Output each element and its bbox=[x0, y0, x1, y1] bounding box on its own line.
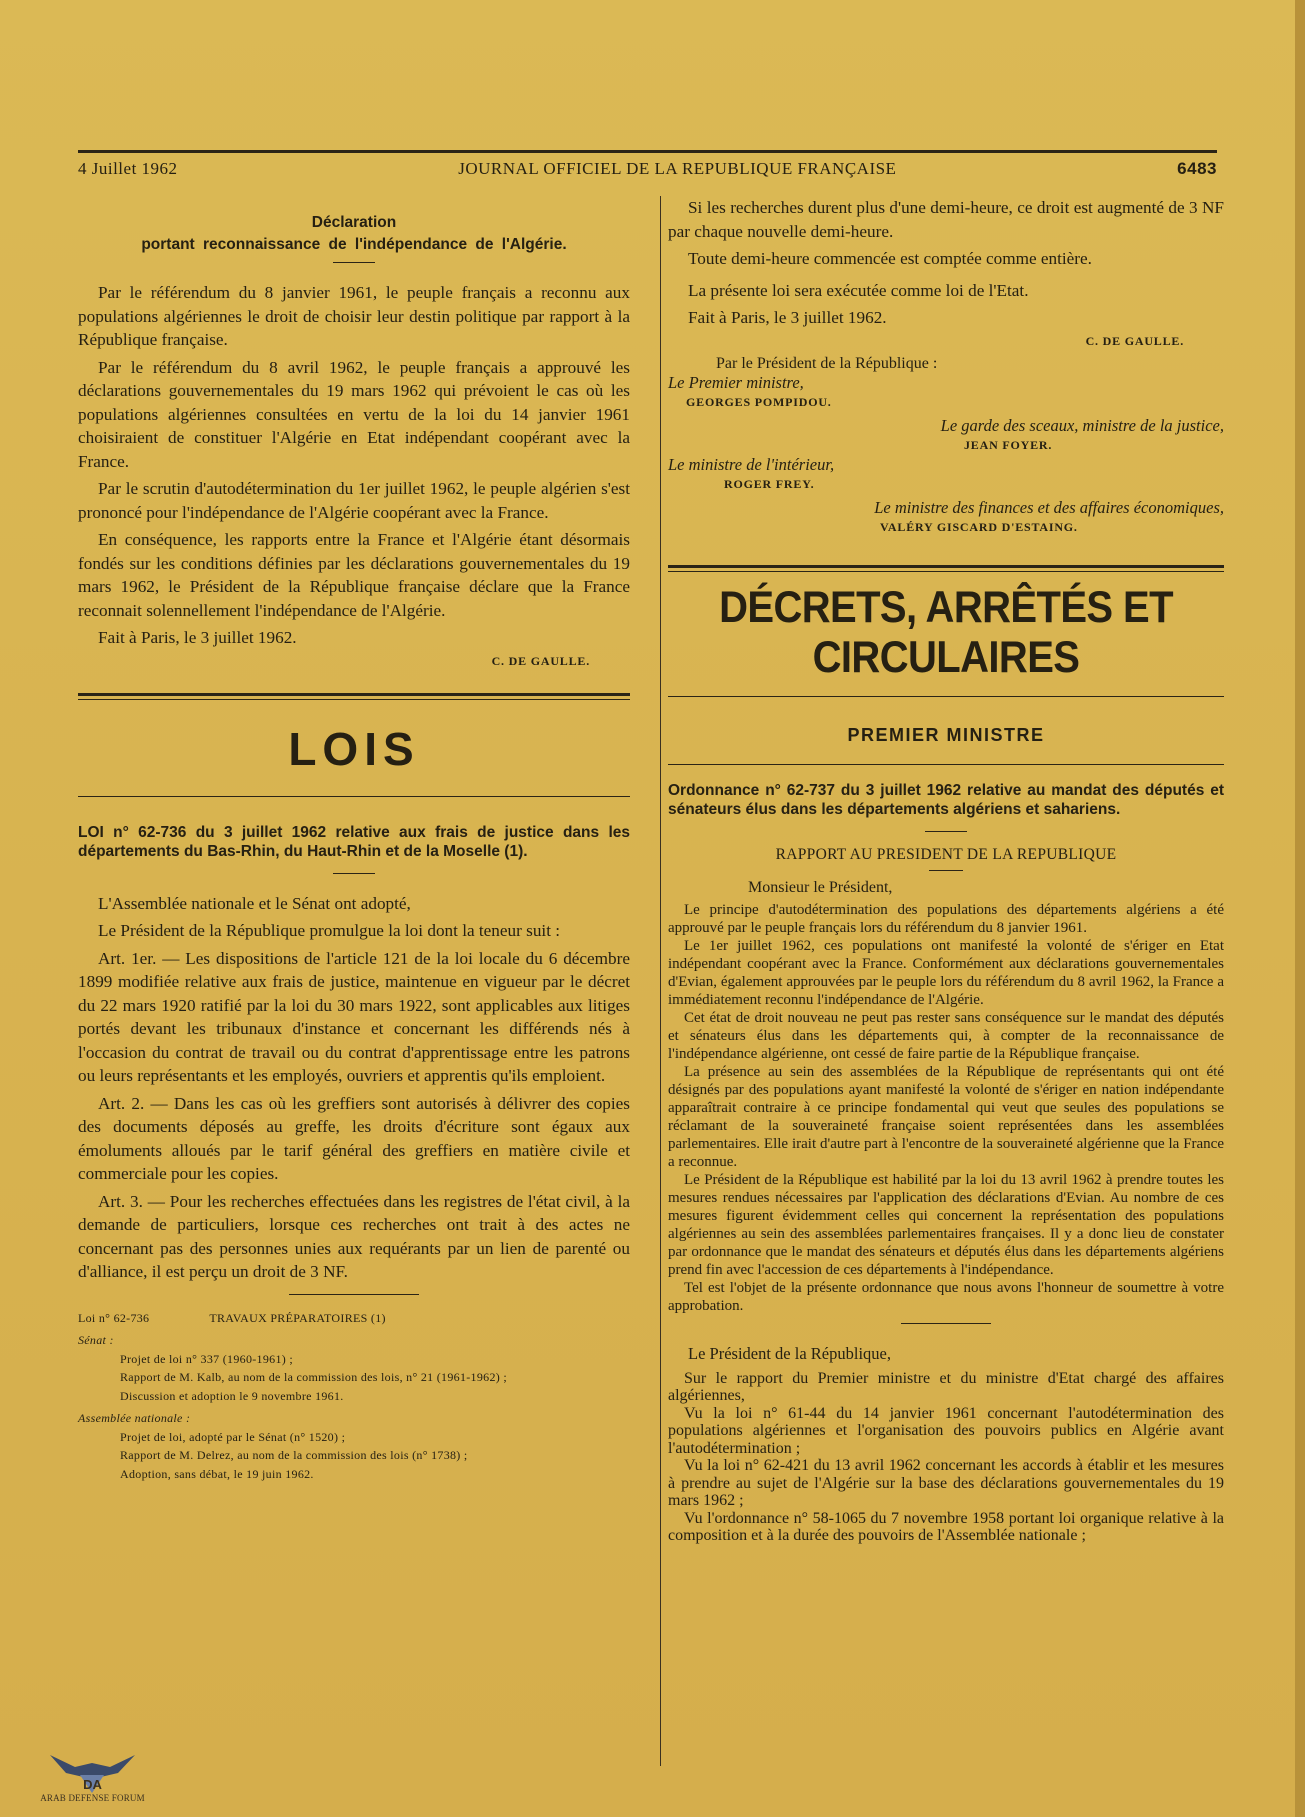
separator bbox=[333, 873, 375, 874]
article-2: Art. 2. — Dans les cas où les greffiers sont autorisés à délivrer des copies des documents déposés au greffe, les droits d'écriture sont égaux aux émoluments alloués par le tarif général des greffiers en matière civile et commerciale pour les copies. bbox=[78, 1093, 630, 1183]
column-divider bbox=[660, 196, 661, 1766]
loi-body bbox=[78, 892, 630, 1284]
visa: Vu la loi n° 61-44 du 14 janvier 1961 concernant l'autodétermination des populations algériennes et l'organisation des pouvoirs publics en Algérie avant l'autodétermination ; bbox=[668, 1404, 1224, 1457]
rapport-heading: RAPPORT AU PRESIDENT DE LA REPUBLIQUE bbox=[775, 845, 1117, 863]
separator bbox=[333, 262, 375, 263]
pm-name: GEORGES POMPIDOU. bbox=[686, 394, 832, 409]
lois-heading: LOIS bbox=[288, 722, 420, 775]
paragraph: Le 1er juillet 1962, ces populations ont manifesté la volonté de s'ériger en Etat indépendant coopérant avec la France. Conformément aux déclarations gouvernementales d'Evian, également approuvées par le peuple lors du référendum du 8 avril 1962, la France a immédiatement reconnu l'indépendance de l'Algérie. bbox=[668, 937, 1224, 1008]
forum-watermark bbox=[30, 1735, 155, 1810]
separator bbox=[901, 1323, 991, 1324]
paragraph: Par le référendum du 8 avril 1962, le peuple français a approuvé les déclarations gouvernementales du 19 mars 1962 qui prévoient le cas où les populations algériennes consultées en vertu de la loi du 14 janvier 1961 choisiraient de constituer l'Algérie en Etat indépendant coopérant avec la France. bbox=[78, 357, 630, 471]
president-line: Le Président de la République, bbox=[688, 1343, 891, 1363]
footnote-item: Projet de loi n° 337 (1960-1961) ; bbox=[120, 1351, 293, 1366]
visa: Vu la loi n° 62-421 du 13 avril 1962 concernant les accords à établir et les mesures à prendre au sujet de l'Algérie sur la base des déclarations gouvernementales du 19 mars 1962 ; bbox=[668, 1457, 1224, 1509]
footnote-item: Discussion et adoption le 9 novembre 1961. bbox=[120, 1388, 344, 1403]
garde-title: Le garde des sceaux, ministre de la justice, bbox=[940, 415, 1224, 435]
paragraph: Toute demi-heure commencée est comptée comme entière. bbox=[688, 249, 1092, 268]
page-edge bbox=[1295, 0, 1305, 1817]
paragraph: La présente loi sera exécutée comme loi de l'Etat. bbox=[688, 280, 1029, 300]
visa: Vu l'ordonnance n° 58-1065 du 7 novembre 1958 portant loi organique relative à la composition et à la durée des pouvoirs de l'Assemblée nationale ; bbox=[668, 1509, 1224, 1544]
footnote bbox=[78, 1309, 630, 1484]
article-1: Art. 1er. — Les dispositions de l'article 121 de la loi locale du 6 décembre 1899 modifiée relative aux frais de justice, maintenue en vigueur par le décret du 22 mars 1920 ratifié par la loi du 30 mars 1922, sont applicables aux litiges portés devant les tribunaux d'instance et concernant les différends nés à l'occasion du contrat de travail ou du contrat d'apprentissage entre les patrons ou leurs représentants et les employés, ouvriers et apprentis qu'ils emploient. bbox=[78, 948, 630, 1085]
paragraph: Le Président de la République est habilité par la loi du 13 avril 1962 à prendre toutes les mesures rendues nécessaires par l'application des déclarations d'Evian. Au nombre de ces mesures figurent évidemment celles qui concernent la représentation des populations algériennes au sein des assemblées parlementaires françaises. Il y a donc lieu de constater par ordonnance que le mandat des sénateurs et députés élus dans les départements algériens prend fin avec l'accession de ces départements à l'indépendance. bbox=[668, 1171, 1224, 1278]
pm-title: Le Premier ministre, bbox=[668, 372, 804, 392]
watermark-text: ARAB DEFENSE FORUM bbox=[40, 1793, 145, 1803]
footnote-ref: Loi n° 62-736 bbox=[78, 1310, 150, 1325]
loi-title: LOI n° 62-736 du 3 juillet 1962 relative aux frais de justice dans les départements du Bas-Rhin, du Haut-Rhin et de la Moselle (1). bbox=[78, 823, 630, 860]
rapport-body bbox=[668, 901, 1224, 1315]
visa: Sur le rapport du Premier ministre et du ministre d'Etat chargé des affaires algériennes, bbox=[668, 1369, 1224, 1404]
finances-title: Le ministre des finances et des affaires économiques, bbox=[874, 497, 1224, 517]
section-rule bbox=[668, 571, 1224, 572]
section-rule bbox=[78, 796, 630, 797]
declaration-subtitle: portant reconnaissance de l'indépendance de l'Algérie. bbox=[141, 236, 567, 253]
place-date: Fait à Paris, le 3 juillet 1962. bbox=[98, 628, 297, 647]
paragraph: Tel est l'objet de la présente ordonnance que nous avons l'honneur de soumettre à votre approbation. bbox=[668, 1279, 1224, 1314]
right-column bbox=[668, 196, 1224, 1545]
page-header bbox=[78, 150, 1217, 179]
paragraph: Le principe d'autodétermination des populations des départements algériens a été approuvé par le peuple français lors du référendum du 8 janvier 1961. bbox=[668, 901, 1224, 936]
footnote-senat-label: Sénat : bbox=[78, 1333, 114, 1347]
section-rule bbox=[78, 699, 630, 700]
signature: C. DE GAULLE. bbox=[1085, 333, 1184, 348]
paragraph: L'Assemblée nationale et le Sénat ont adopté, bbox=[98, 893, 411, 913]
footnote-an-label: Assemblée nationale : bbox=[78, 1411, 191, 1425]
decrets-heading: DÉCRETS, ARRÊTÉS ET CIRCULAIRES bbox=[719, 582, 1173, 682]
declaration-title: Déclaration bbox=[311, 214, 397, 231]
section-rule bbox=[668, 696, 1224, 697]
declaration-body bbox=[78, 281, 630, 669]
footnote-rule bbox=[289, 1294, 419, 1295]
paragraph: Si les recherches durent plus d'une demi-heure, ce droit est augmenté de 3 NF par chaque nouvelle demi-heure. bbox=[668, 198, 1224, 241]
paragraph: Par le référendum du 8 janvier 1961, le peuple français a reconnu aux populations algériennes le droit de choisir leur destin politique par rapport à la République française. bbox=[78, 283, 630, 349]
paragraph: En conséquence, les rapports entre la France et l'Algérie étant désormais fondés sur les conditions définies par les déclarations gouvernementales du 19 mars 1962, le Président de la République française déclare que la France reconnait solennellement l'indépendance de l'Algérie. bbox=[78, 530, 630, 620]
section-title: PREMIER MINISTRE bbox=[847, 724, 1045, 745]
journal-title: JOURNAL OFFICIEL DE LA REPUBLIQUE FRANÇAISE bbox=[458, 159, 897, 178]
visas bbox=[668, 1370, 1224, 1545]
ordonnance-title: Ordonnance n° 62-737 du 3 juillet 1962 relative au mandat des députés et sénateurs élus dans les départements algériens et sahariens. bbox=[668, 781, 1224, 818]
paragraph: Le Président de la République promulgue la loi dont la teneur suit : bbox=[98, 921, 561, 940]
section-rule bbox=[668, 764, 1224, 765]
garde-name: JEAN FOYER. bbox=[964, 437, 1053, 452]
interieur-title: Le ministre de l'intérieur, bbox=[668, 454, 835, 474]
paragraph: Cet état de droit nouveau ne peut pas rester sans conséquence sur le mandat des députés et sénateurs élus dans les départements qui, à compter de la reconnaissance de l'indépendance algérienne, ont cessé de faire partie de la République française. bbox=[668, 1009, 1224, 1062]
paragraph: Par le scrutin d'autodétermination du 1er juillet 1962, le peuple algérien s'est prononcé pour l'indépendance de l'Algérie coopérant avec la France. bbox=[78, 479, 630, 522]
section-rule bbox=[668, 565, 1224, 568]
countersign-label: Par le Président de la République : bbox=[716, 354, 938, 372]
paragraph: La présence au sein des assemblées de la République de représentants qui ont été désignés par des populations ayant manifesté la volonté de s'ériger en nation indépendante apparaîtrait contraire à ce principe fondamental qui veut que seules des populations se réclamant de la souveraineté française soient représentées dans les assemblées parlementaires. Elle irait d'autre part à l'encontre de la souveraineté algérienne que la France a reconnue. bbox=[668, 1063, 1224, 1170]
footnote-item: Rapport de M. Delrez, au nom de la commission des lois (n° 1738) ; bbox=[120, 1448, 468, 1462]
footnote-item: Rapport de M. Kalb, au nom de la commission des lois, n° 21 (1961-1962) ; bbox=[120, 1370, 507, 1384]
place-date: Fait à Paris, le 3 juillet 1962. bbox=[688, 308, 887, 327]
header-date: 4 Juillet 1962 bbox=[78, 159, 178, 178]
footnote-item: Projet de loi, adopté par le Sénat (n° 1520) ; bbox=[120, 1429, 346, 1444]
watermark-abbr: DA bbox=[83, 1777, 102, 1792]
separator bbox=[929, 870, 963, 871]
finances-name: VALÉRY GISCARD D'ESTAING. bbox=[880, 519, 1078, 534]
section-rule bbox=[78, 693, 630, 696]
signature: C. DE GAULLE. bbox=[491, 653, 590, 668]
article-3: Art. 3. — Pour les recherches effectuées dans les registres de l'état civil, à la demande de particuliers, lorsque ces recherches ont trait à des actes ne concernant pas des personnes unies aux requérants par un lien de parenté ou d'alliance, il est perçu un droit de 3 NF. bbox=[78, 1191, 630, 1281]
footnote-item: Adoption, sans débat, le 19 juin 1962. bbox=[120, 1466, 314, 1481]
salutation: Monsieur le Président, bbox=[748, 878, 893, 896]
interieur-name: ROGER FREY. bbox=[724, 476, 815, 491]
separator bbox=[925, 831, 967, 832]
left-column bbox=[78, 214, 630, 1483]
page-number: 6483 bbox=[1177, 159, 1217, 178]
footnote-title: TRAVAUX PRÉPARATOIRES (1) bbox=[209, 1310, 386, 1325]
